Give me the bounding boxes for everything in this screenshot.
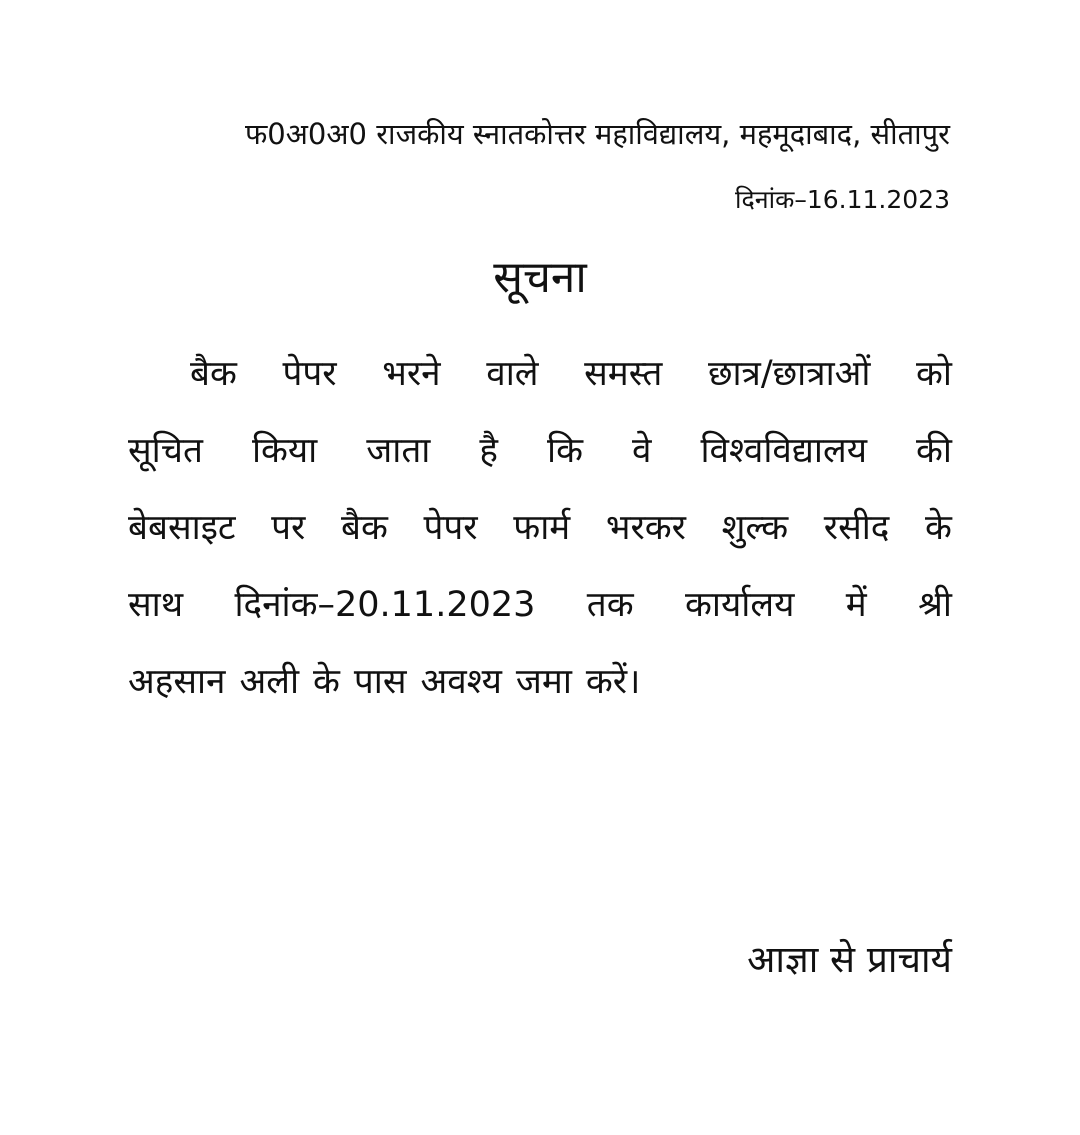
- body-word: की: [916, 431, 952, 471]
- body-word: भरकर: [605, 508, 686, 548]
- body-word: पेपर: [282, 354, 337, 394]
- notice-title: सूचना: [493, 252, 587, 303]
- body-word: अली: [239, 662, 300, 702]
- body-word: के: [313, 662, 340, 702]
- body-word: अहसान: [128, 662, 226, 702]
- body-word: शुल्क: [721, 508, 789, 548]
- body-word: भरने: [382, 354, 441, 394]
- body-word: अवश्य: [420, 662, 502, 702]
- body-word: पेपर: [423, 508, 478, 548]
- institution-header: फ0अ0अ0 राजकीय स्नातकोत्तर महाविद्यालय, महमूदाबाद, सीतापुर: [244, 117, 950, 151]
- body-word: बेबसाइट: [128, 508, 236, 548]
- notice-body: [128, 336, 952, 721]
- body-line: [128, 413, 952, 490]
- body-word: रसीद: [823, 508, 890, 548]
- body-word: तक: [586, 585, 634, 625]
- body-word: बैक: [190, 354, 237, 394]
- body-word: श्री: [918, 585, 952, 625]
- body-word: कार्यालय: [685, 585, 795, 625]
- body-word: छात्र/छात्राओं: [707, 354, 871, 394]
- body-line: [128, 567, 952, 644]
- body-word: कि: [547, 431, 583, 471]
- body-word: दिनांक–20.11.2023: [234, 585, 536, 625]
- body-word: बैक: [341, 508, 388, 548]
- body-line: [128, 336, 952, 413]
- body-word: पर: [271, 508, 306, 548]
- notice-date: दिनांक–16.11.2023: [735, 185, 950, 214]
- body-word: को: [916, 354, 952, 394]
- body-word: विश्वविद्यालय: [700, 431, 868, 471]
- body-word: है: [479, 431, 498, 471]
- body-word: साथ: [128, 585, 184, 625]
- body-word: वाले: [486, 354, 539, 394]
- body-word: जमा: [515, 662, 572, 702]
- body-word: वे: [631, 431, 652, 471]
- body-line: [128, 644, 952, 721]
- body-word: सूचित: [128, 431, 203, 471]
- body-word: के: [925, 508, 952, 548]
- body-word: पास: [353, 662, 407, 702]
- body-word: फार्म: [513, 508, 571, 548]
- body-word: में: [845, 585, 867, 625]
- body-word: करें।: [585, 662, 641, 702]
- body-word: समस्त: [584, 354, 663, 394]
- body-word: जाता: [366, 431, 431, 471]
- body-line: [128, 490, 952, 567]
- signature-line: आज्ञा से प्राचार्य: [747, 938, 952, 981]
- body-word: किया: [251, 431, 318, 471]
